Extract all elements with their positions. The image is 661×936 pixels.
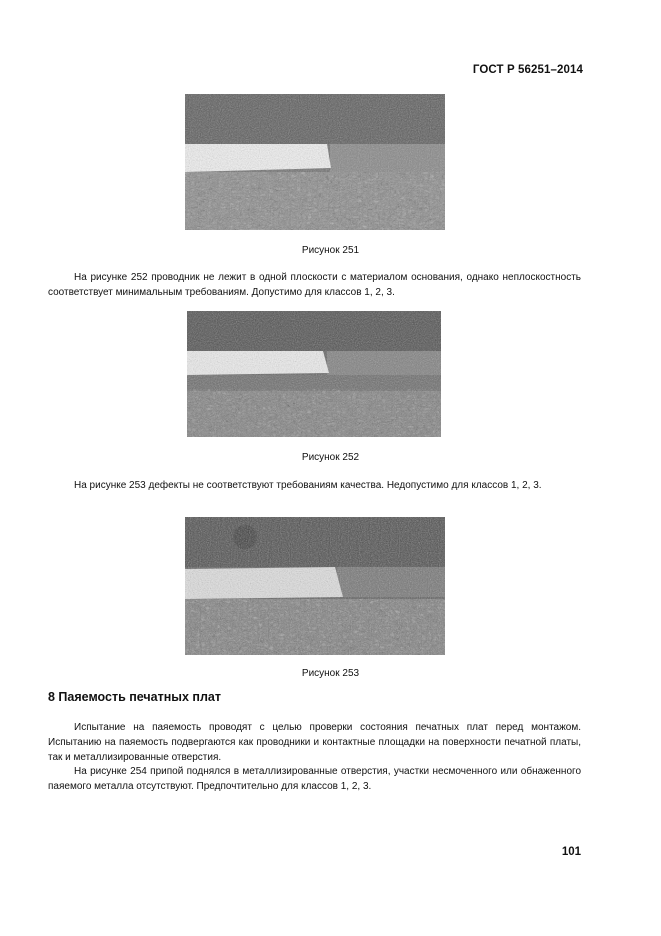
section-heading: 8 Паяемость печатных плат <box>48 690 221 704</box>
paragraph-figure-252-text: На рисунке 252 проводник не лежит в одной плоскости с материалом основания, однако неплоскостность соответствует минимальным требованиям. Допустимо для классов 1, 2, 3. <box>48 272 581 298</box>
paragraph-figure-254-text: На рисунке 254 припой поднялся в металлизированные отверстия, участки несмоченного или обнаженного паяемого металла отсутствуют. Предпочтительно для классов 1, 2, 3. <box>48 766 581 792</box>
micrograph-252-image <box>187 311 441 437</box>
paragraph-solderability-intro-text: Испытание на паяемость проводят с целью проверки состояния печатных плат перед монтажом. Испытанию на паяемость подвергаются как проводники и контактные площадки на поверхности печатной платы, так и металлизированные отверстия. <box>48 722 581 763</box>
paragraph-figure-253 <box>48 478 581 493</box>
figure-252-photo <box>187 311 441 437</box>
paragraph-solderability-intro <box>48 720 581 765</box>
paragraph-figure-254 <box>48 764 581 794</box>
document-standard-code: ГОСТ Р 56251–2014 <box>472 64 583 76</box>
micrograph-253-image <box>185 517 445 655</box>
paragraph-figure-252 <box>48 270 581 300</box>
figure-253-photo <box>185 517 445 655</box>
figure-252-caption: Рисунок 252 <box>301 452 360 463</box>
page-number: 101 <box>561 846 581 858</box>
figure-251-caption: Рисунок 251 <box>301 245 360 256</box>
paragraph-figure-253-text: На рисунке 253 дефекты не соответствуют требованиям качества. Недопустимо для классов 1, 2, 3. <box>74 480 542 491</box>
micrograph-251-image <box>185 94 445 230</box>
figure-253-caption: Рисунок 253 <box>301 668 360 679</box>
figure-251-photo <box>185 94 445 230</box>
